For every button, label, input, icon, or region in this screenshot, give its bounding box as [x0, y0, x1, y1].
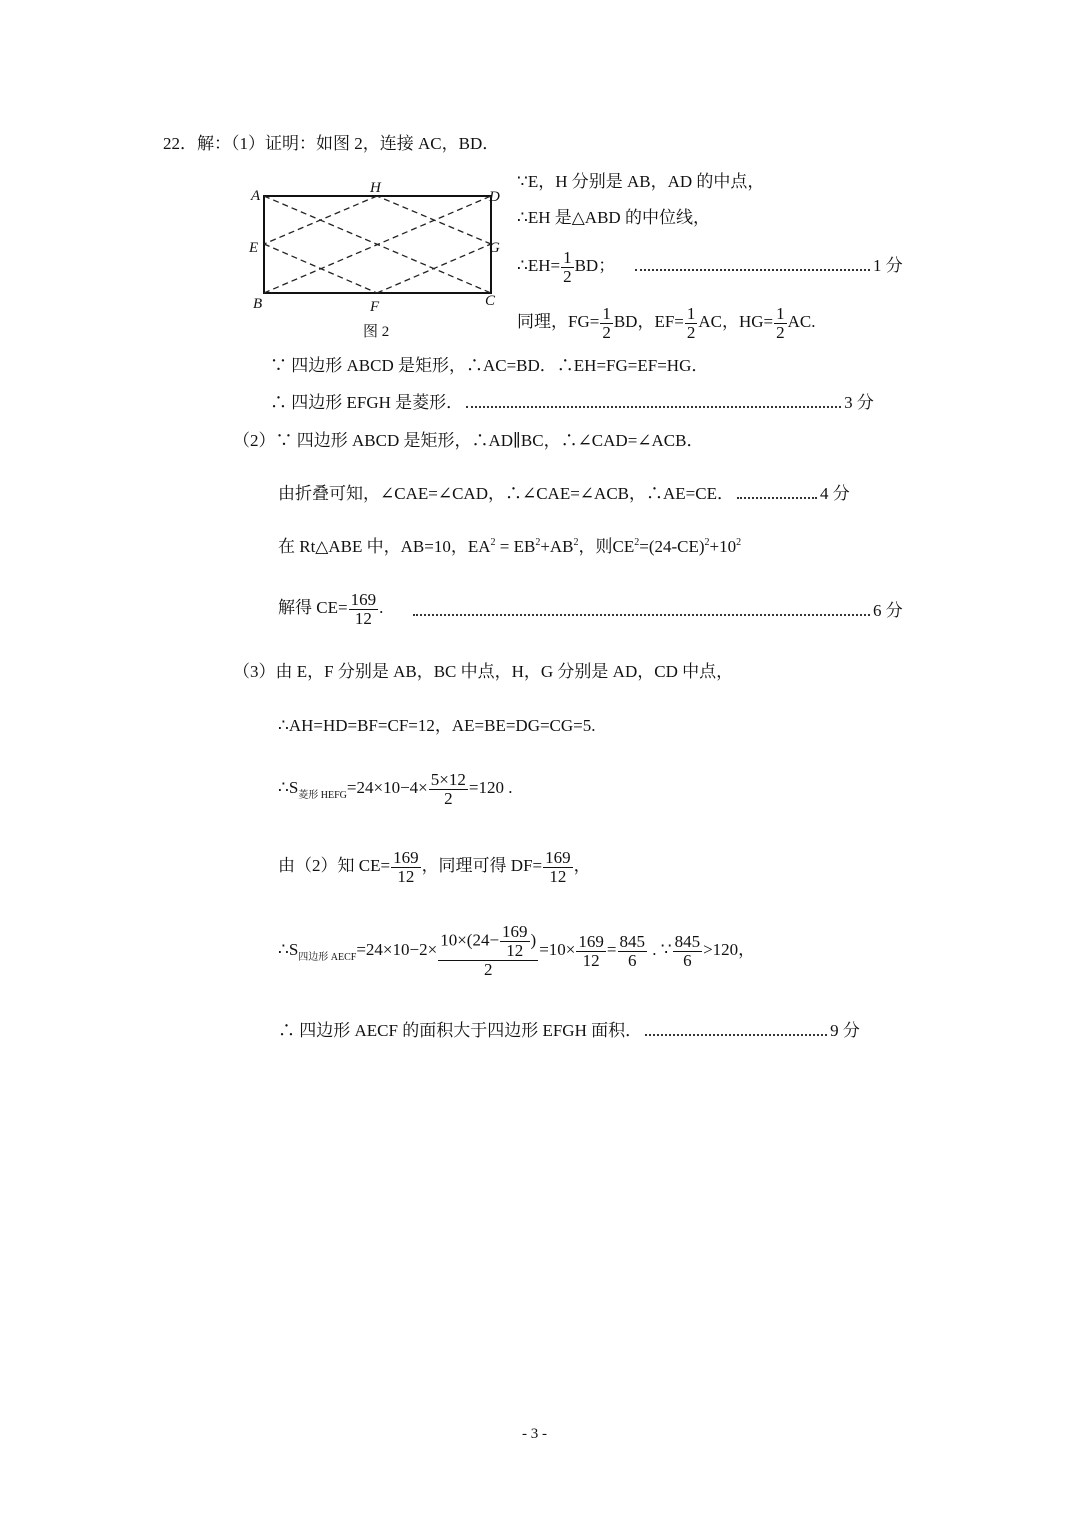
leader-dots: [466, 400, 841, 408]
leader-dots: [737, 491, 817, 499]
fraction-169-12: $\frac{169}{12}$: [545, 847, 571, 886]
p1-line1: ∵E，H 分别是 AB，AD 的中点，: [517, 172, 765, 191]
p3-line5: $\therefore S_{四边形 AECF}=24\times 10-2\times$ 10×(24− $\frac{169}{12}$ ) 2 =10× $\frac{169}{12}$ = $\frac{845}{6}$ . ∵ $\frac{845}{6}$ >120，: [278, 922, 756, 980]
page-number: - 3 -: [522, 1426, 547, 1442]
p1-score1-line: [632, 255, 903, 277]
label-h: H: [370, 180, 381, 196]
p2-line3: 在 Rt△ABE 中，AB=10，$EA^2 = EB^2+AB^2$，则$CE^2=(24-CE)^2+10^2$: [278, 537, 742, 556]
fraction-845-6: $\frac{845}{6}$: [619, 931, 645, 970]
leader-dots: [645, 1028, 827, 1036]
fraction-5x12-2: $\frac{5\times 12}{2}$: [430, 769, 466, 808]
p2-score-line: [410, 600, 903, 622]
label-d: D: [489, 189, 500, 205]
p1-line2: ∴EH 是△ABD 的中位线，: [517, 208, 710, 227]
problem-number: 22．解：: [163, 134, 231, 153]
p2-line1: （2）∵ 四边形 ABCD 是矩形，∴AD∥BC，∴∠CAD=∠ACB．: [233, 431, 704, 450]
p1-line5: ∵ 四边形 ABCD 是矩形，∴AC=BD．∴EH=FG=EF=HG．: [270, 356, 709, 375]
score-6: 6 分: [873, 601, 903, 620]
figure-2: [245, 180, 510, 345]
diagonal-bd: [264, 196, 491, 293]
fraction-169-12: $\frac{169}{12}$: [350, 589, 377, 628]
label-b: B: [253, 296, 263, 312]
p3-line6: ∴ 四边形 AECF 的面积大于四边形 EFGH 面积． 9 分: [278, 1021, 860, 1040]
label-e: E: [249, 240, 259, 256]
score-9: 9 分: [830, 1021, 860, 1040]
p2-line2: 由折叠可知，∠CAE=∠CAD，∴∠CAE=∠ACB，∴AE=CE． 4 分: [278, 484, 850, 503]
p3-line4: 由（2）知 CE= $\frac{169}{12}$ ，同理可得 DF= $\frac{169}{12}$ ，: [278, 847, 591, 886]
p3-line3: $\therefore S_{菱形 HEFG}=24\times 10-4\times$ $\frac{5\times 12}{2}$ =120 .: [278, 769, 513, 808]
p1-line6: ∴ 四边形 EFGH 是菱形． 3 分: [270, 393, 874, 412]
fraction-169-12: $\frac{169}{12}$: [578, 931, 604, 970]
problem-header: [163, 133, 499, 155]
score-1: 1 分: [873, 256, 903, 275]
score-4: 4 分: [819, 484, 850, 503]
score-3: 3 分: [844, 393, 874, 412]
label-g: G: [489, 240, 500, 256]
fraction-half: $\frac{1}{2}$: [686, 303, 696, 342]
fraction-845-6: $\frac{845}{6}$: [674, 931, 701, 970]
p1-line4: 同理，FG= $\frac{1}{2}$ BD，EF= $\frac{1}{2}$ AC，HG= $\frac{1}{2}$ AC.: [517, 303, 816, 342]
p3-line2: ∴AH=HD=BF=CF=12，AE=BE=DG=CG=5.: [278, 716, 596, 735]
leader-dots: [413, 608, 870, 616]
part1-intro: （1）证明：如图 2，连接 AC，BD．: [231, 134, 500, 153]
figure-caption: 图 2: [363, 324, 390, 340]
label-f: F: [370, 299, 380, 315]
label-a: A: [251, 188, 261, 204]
p3-line1: （3）由 E，F 分别是 AB，BC 中点，H，G 分别是 AD，CD 中点，: [233, 662, 734, 681]
p1-line3: ∴EH= $\frac{1}{2}$ BD；: [517, 247, 616, 286]
fraction-half: $\frac{1}{2}$: [776, 303, 785, 342]
label-c: C: [485, 293, 496, 309]
p2-line4: 解得 CE= $\frac{169}{12}$ .: [278, 589, 384, 628]
fraction-half: $\frac{1}{2}$: [602, 303, 611, 342]
fraction-complex: 10×(24− $\frac{169}{12}$ ) 2: [440, 922, 537, 980]
fraction-169-12: $\frac{169}{12}$: [393, 847, 419, 886]
leader-dots: [635, 263, 870, 271]
fraction-half: $\frac{1}{2}$: [563, 247, 572, 286]
